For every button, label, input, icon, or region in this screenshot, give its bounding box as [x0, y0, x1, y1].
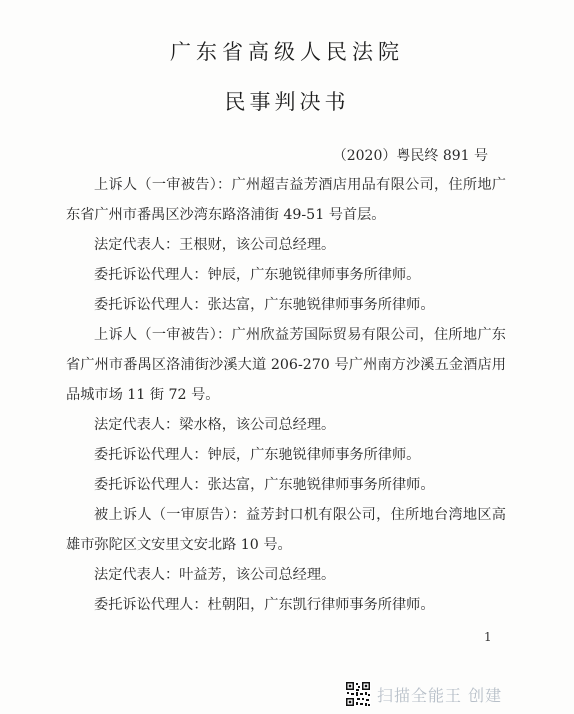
party-paragraph-appellant-2: 上诉人（一审被告）：广州欣益芳国际贸易有限公司，住所地广东省广州市番禺区洛浦街沙溪大道 206-270 号广州南方沙溪五金酒店用品城市场 11 街 72 号。	[66, 327, 506, 403]
scanner-watermark	[345, 680, 502, 708]
qr-code-icon	[345, 681, 371, 707]
party-paragraph-appellee: 被上诉人（一审原告）：益芳封口机有限公司，住所地台湾地区高雄市弥陀区文安里文安北路 10 号。	[66, 507, 506, 553]
agent-paragraph-2a: 委托诉讼代理人：钟辰，广东驰锐律师事务所律师。	[94, 447, 421, 463]
document-type-heading: 民事判决书	[224, 90, 350, 114]
watermark-text: 扫描全能王 创建	[377, 685, 503, 705]
legal-representative-paragraph-1: 法定代表人：王根财，该公司总经理。	[94, 237, 336, 253]
case-number: （2020）粤民终 891 号	[332, 148, 488, 164]
court-name-heading: 广东省高级人民法院	[170, 40, 404, 64]
agent-paragraph-1b: 委托诉讼代理人：张达富，广东驰锐律师事务所律师。	[94, 297, 435, 313]
agent-paragraph-2b: 委托诉讼代理人：张达富，广东驰锐律师事务所律师。	[94, 477, 435, 493]
party-paragraph-appellant-1: 上诉人（一审被告）：广州超吉益芳酒店用品有限公司，住所地广东省广州市番禺区沙湾东路洛浦街 49-51 号首层。	[66, 177, 506, 223]
agent-paragraph-3: 委托诉讼代理人：杜朝阳，广东凯行律师事务所律师。	[94, 597, 435, 613]
page-number: 1	[484, 630, 492, 644]
judgment-body	[66, 170, 506, 620]
agent-paragraph-1a: 委托诉讼代理人：钟辰，广东驰锐律师事务所律师。	[94, 267, 421, 283]
legal-representative-paragraph-2: 法定代表人：梁水格，该公司总经理。	[94, 417, 336, 433]
legal-representative-paragraph-3: 法定代表人：叶益芳，该公司总经理。	[94, 567, 336, 583]
